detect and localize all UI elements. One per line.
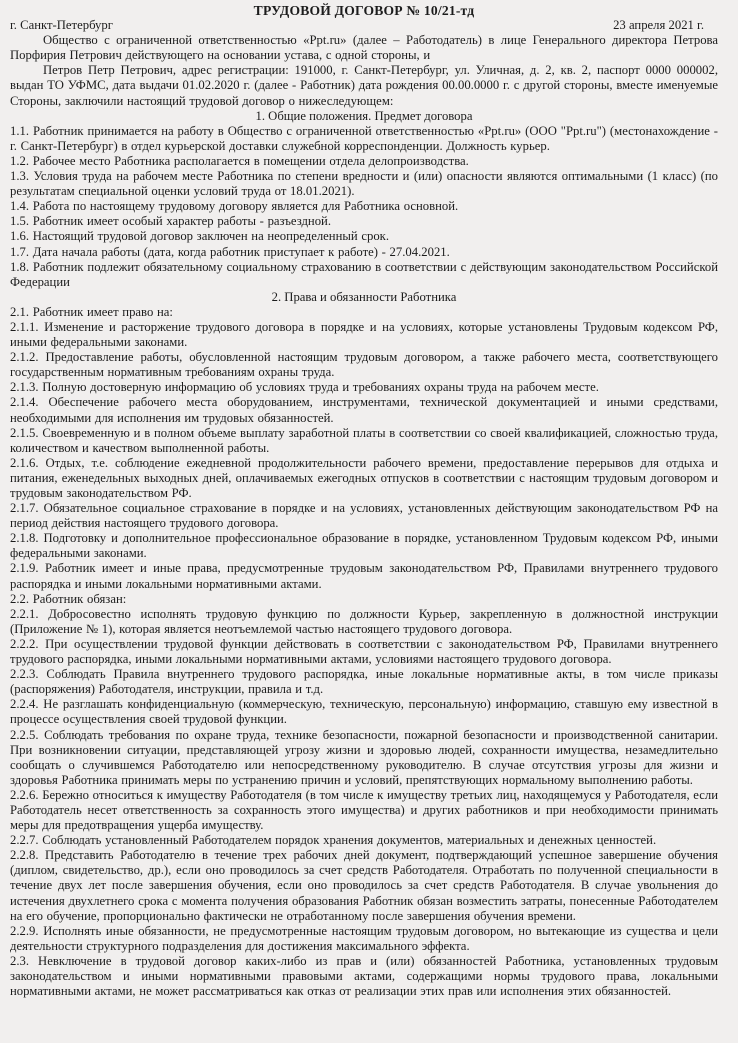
clause-1-6: 1.6. Настоящий трудовой договор заключен на неопределенный срок.	[10, 229, 390, 244]
clause-2-1-1: 2.1.1. Изменение и расторжение трудового договора в порядке и на условиях, которые установлены Трудовым кодексом РФ, иными федеральными законами.	[10, 319, 718, 350]
clause-1-3: 1.3. Условия труда на рабочем месте Работника по степени вредности и (или) опасности являются оптимальными (1 класс) (по результатам специальной оценки условий труда от 18.01.2021).	[10, 169, 718, 199]
clause-2-2-7: 2.2.7. Соблюдать установленный Работодателем порядок хранения документов, материальных и денежных ценностей.	[10, 833, 657, 848]
intro-paragraph-employer: Общество с ограниченной ответственностью «Ppt.ru» (далее – Работодатель) в лице Генерального директора Петрова Порфирия Петрович действующего на основании устава, с одной стороны, и	[10, 33, 718, 63]
place-date-line	[10, 18, 718, 33]
clause-2-2-2: 2.2.2. При осуществлении трудовой функции действовать в соответствии с законодательством РФ, Правилами внутреннего трудового распорядка, иными локальными нормативными актами, условиями настоящего трудового договора.	[10, 636, 718, 667]
clause-2-2-1: 2.2.1. Добросовестно исполнять трудовую функцию по должности Курьер, закрепленную в должностной инструкции (Приложение № 1), которая является неотъемлемой частью настоящего трудового договора.	[10, 606, 718, 636]
section-1-heading: 1. Общие положения. Предмет договора	[255, 108, 473, 123]
contract-date: 23 апреля 2021 г.	[613, 18, 704, 33]
document-title: ТРУДОВОЙ ДОГОВОР № 10/21-тд	[253, 3, 475, 18]
clause-1-2: 1.2. Рабочее место Работника располагается в помещении отдела делопроизводства.	[10, 153, 469, 168]
clause-2-1-5: 2.1.5. Своевременную и в полном объеме выплату заработной платы в соответствии со своей квалификацией, сложностью труда, количеством и качеством выполненной работы.	[10, 425, 718, 455]
clause-2-1-2: 2.1.2. Предоставление работы, обусловленной настоящим трудовым договором, а также рабочего места, соответствующего государственным нормативным требованиям охраны труда.	[10, 350, 718, 380]
clause-2-2-4: 2.2.4. Не разглашать конфиденциальную (коммерческую, техническую, персональную) информацию, ставшую ему известной в процессе осуществления своей трудовой функции.	[10, 697, 718, 727]
section-2-heading: 2. Права и обязанности Работника	[271, 289, 457, 304]
clause-2-1: 2.1. Работник имеет право на:	[10, 304, 173, 319]
clause-2-2-5: 2.2.5. Соблюдать требования по охране труда, технике безопасности, пожарной безопасности и производственной санитарии. При возникновении ситуации, представляющей угрозу жизни и здоровью людей, сохранности имущества, незамедлительно сообщать о случившемся Работодателю или непосредственному руководителю. В случае отсутствия угрозы для жизни и здоровья Работника принимать меры по устранению причин и условий, препятствующих нормальному выполнению работы.	[10, 727, 718, 787]
clause-1-5: 1.5. Работник имеет особый характер работы - разъездной.	[10, 214, 332, 229]
clause-1-4: 1.4. Работа по настоящему трудовому договору является для Работника основной.	[10, 199, 459, 214]
clause-2-1-8: 2.1.8. Подготовку и дополнительное профессиональное образование в порядке, установленном Трудовым кодексом РФ, иными федеральными законами.	[10, 531, 718, 561]
clause-2-1-7: 2.1.7. Обязательное социальное страхование в порядке и на условиях, установленных действующим законодательством РФ на период действия настоящего трудового договора.	[10, 501, 718, 531]
clause-2-3: 2.3. Невключение в трудовой договор каких-либо из прав и (или) обязанностей Работника, установленных трудовым законодательством и иными нормативными правовыми актами, содержащими нормы трудового права, локальными нормативными актами, не может рассматриваться как отказ от реализации этих прав или исполнения этих обязанностей.	[10, 953, 718, 999]
clause-2-2: 2.2. Работник обязан:	[10, 591, 127, 606]
intro-paragraph-employee: Петров Петр Петрович, адрес регистрации: 191000, г. Санкт-Петербург, ул. Уличная, д. 2, кв. 2, паспорт 0000 000002, выдан ТО УФМС, дата выдачи 01.02.2020 г. (далее - Работник) дата рождения 00.00.0000 г. с другой стороны, вместе именуемые Стороны, заключили настоящий трудовой договор о нижеследующем:	[10, 63, 718, 108]
clause-1-8: 1.8. Работник подлежит обязательному социальному страхованию в соответствии с действующим законодательством Российской Федерации	[10, 259, 718, 289]
contract-place: г. Санкт-Петербург	[10, 18, 113, 33]
clause-2-1-6: 2.1.6. Отдых, т.е. соблюдение ежедневной продолжительности рабочего времени, предоставление перерывов для отдыха и питания, еженедельных выходных дней, оплачиваемых ежегодных отпусков в соответствии с настоящим трудовым договором и трудовым законодательством РФ.	[10, 455, 718, 500]
clause-2-1-9: 2.1.9. Работник имеет и иные права, предусмотренные трудовым законодательством РФ, Правилами внутреннего трудового распорядка и иными локальными нормативными актами.	[10, 561, 718, 591]
clause-2-2-3: 2.2.3. Соблюдать Правила внутреннего трудового распорядка, иные локальные нормативные акты, в том числе приказы (распоряжения) Работодателя, инструкции, правила и т.д.	[10, 667, 718, 697]
clause-2-2-8: 2.2.8. Представить Работодателю в течение трех рабочих дней документ, подтверждающий успешное завершение обучения (диплом, свидетельство, др.), если оно проводилось за счет средств Работодателя. Отработать по полученной специальности в течение двух лет после завершения обучения, если оно проводилось за счет средств Работодателя. В случае увольнения до истечения двухлетнего срока с момента получения образования Работник обязан возместить затраты, понесенные Работодателем на его обучение, пропорционально фактически не отработанному после завершения обучения времени.	[10, 848, 718, 923]
clause-2-1-4: 2.1.4. Обеспечение рабочего места оборудованием, инструментами, технической документацией и иными средствами, необходимыми для исполнения им трудовых обязанностей.	[10, 395, 718, 425]
clause-1-7: 1.7. Дата начала работы (дата, когда работник приступает к работе) - 27.04.2021.	[10, 244, 450, 259]
clause-1-1: 1.1. Работник принимается на работу в Общество с ограниченной ответственностью «Ppt.ru» (ООО "Ppt.ru") (местонахождение - г. Санкт-Петербург) в отдел курьерской доставки служебной корреспонденции. Должность курьер.	[10, 123, 718, 153]
clause-2-2-6: 2.2.6. Бережно относиться к имуществу Работодателя (в том числе к имуществу третьих лиц, находящемуся у Работодателя, если Работодатель несет ответственность за сохранность этого имущества) и других работников и при необходимости принимать меры для предотвращения ущерба имуществу.	[10, 787, 718, 833]
clause-2-1-3: 2.1.3. Полную достоверную информацию об условиях труда и требованиях охраны труда на рабочем месте.	[10, 380, 599, 395]
clause-2-2-9: 2.2.9. Исполнять иные обязанности, не предусмотренные настоящим трудовым договором, но вытекающие из существа и цели деятельности структурного подразделения для достижения максимального эффекта.	[10, 923, 718, 953]
